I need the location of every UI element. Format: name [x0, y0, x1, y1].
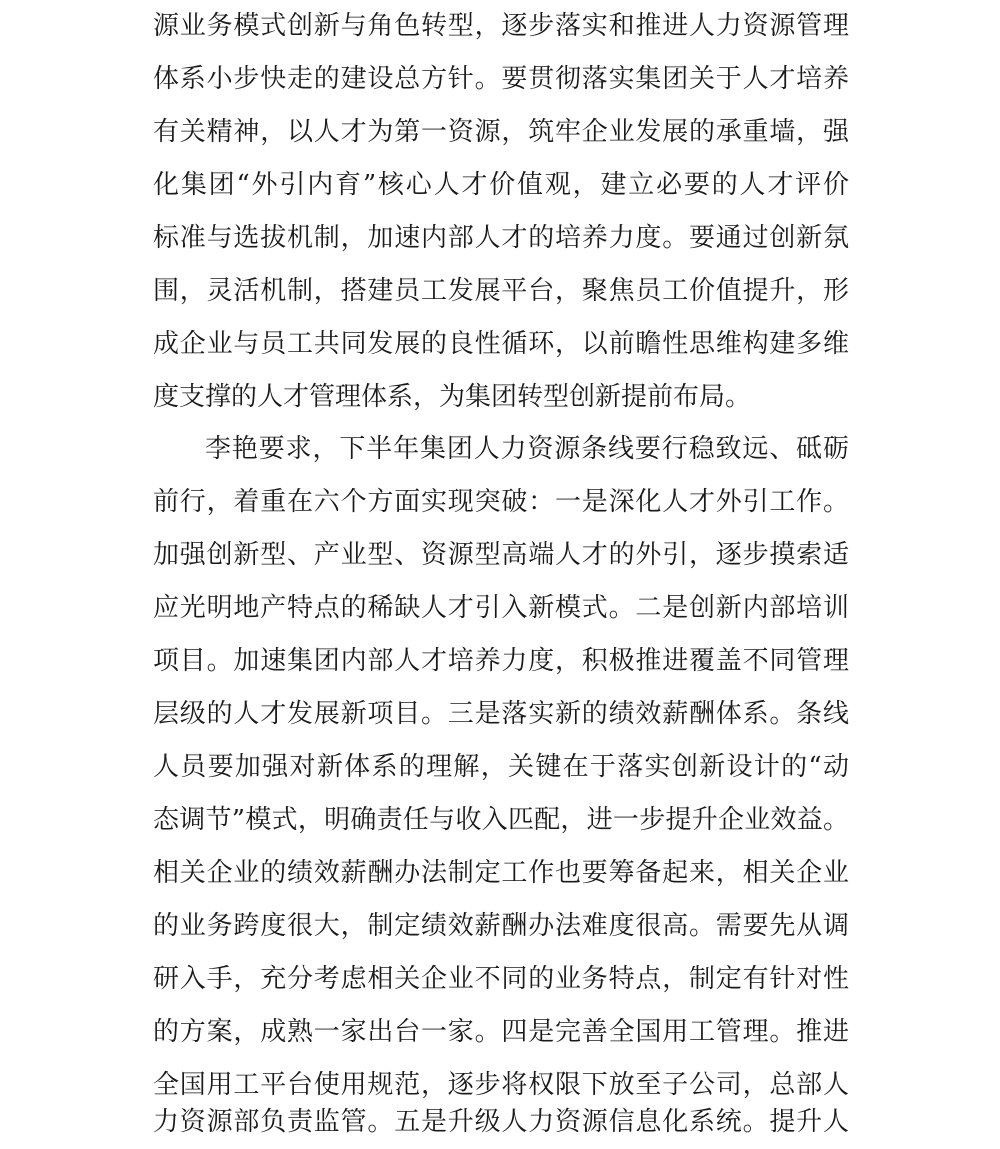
text-line: 度支撑的人才管理体系，为集团转型创新提前布局。 [153, 382, 752, 412]
text-line: 态调节”模式，明确责任与收入匹配，进一步提升企业效益。 [153, 805, 849, 835]
text-line: 加强创新型、产业型、资源型高端人才的外引，逐步摸索适 [153, 540, 849, 570]
text-line: 前行，着重在六个方面实现突破：一是深化人才外引工作。 [153, 487, 849, 517]
text-line: 李艳要求，下半年集团人力资源条线要行稳致远、砥砺 [205, 434, 849, 464]
text-line: 应光明地产特点的稀缺人才引入新模式。二是创新内部培训 [153, 593, 849, 623]
text-line: 研入手，充分考虑相关企业不同的业务特点，制定有针对性 [153, 964, 849, 994]
text-line: 体系小步快走的建设总方针。要贯彻落实集团关于人才培养 [153, 64, 849, 94]
text-line: 层级的人才发展新项目。三是落实新的绩效薪酬体系。条线 [153, 699, 849, 729]
text-line: 有关精神，以人才为第一资源，筑牢企业发展的承重墙，强 [153, 117, 849, 147]
text-line: 相关企业的绩效薪酬办法制定工作也要筹备起来，相关企业 [153, 858, 849, 888]
text-line: 人员要加强对新体系的理解，关键在于落实创新设计的“动 [153, 752, 849, 782]
text-line: 的方案，成熟一家出台一家。四是完善全国用工管理。推进 [153, 1017, 849, 1047]
text-line: 化集团“外引内育”核心人才价值观，建立必要的人才评价 [153, 170, 849, 200]
text-line: 力资源部负责监管。五是升级人力资源信息化系统。提升人 [153, 1107, 849, 1137]
text-line: 围，灵活机制，搭建员工发展平台，聚焦员工价值提升，形 [153, 276, 849, 306]
text-line: 成企业与员工共同发展的良性循环，以前瞻性思维构建多维 [153, 329, 849, 359]
text-line: 的业务跨度很大，制定绩效薪酬办法难度很高。需要先从调 [153, 911, 849, 941]
text-line: 源业务模式创新与角色转型，逐步落实和推进人力资源管理 [153, 11, 849, 41]
text-line: 全国用工平台使用规范，逐步将权限下放至子公司，总部人 [153, 1070, 849, 1100]
text-line: 标准与选拔机制，加速内部人才的培养力度。要通过创新氛 [153, 223, 849, 253]
text-line: 项目。加速集团内部人才培养力度，积极推进覆盖不同管理 [153, 646, 849, 676]
